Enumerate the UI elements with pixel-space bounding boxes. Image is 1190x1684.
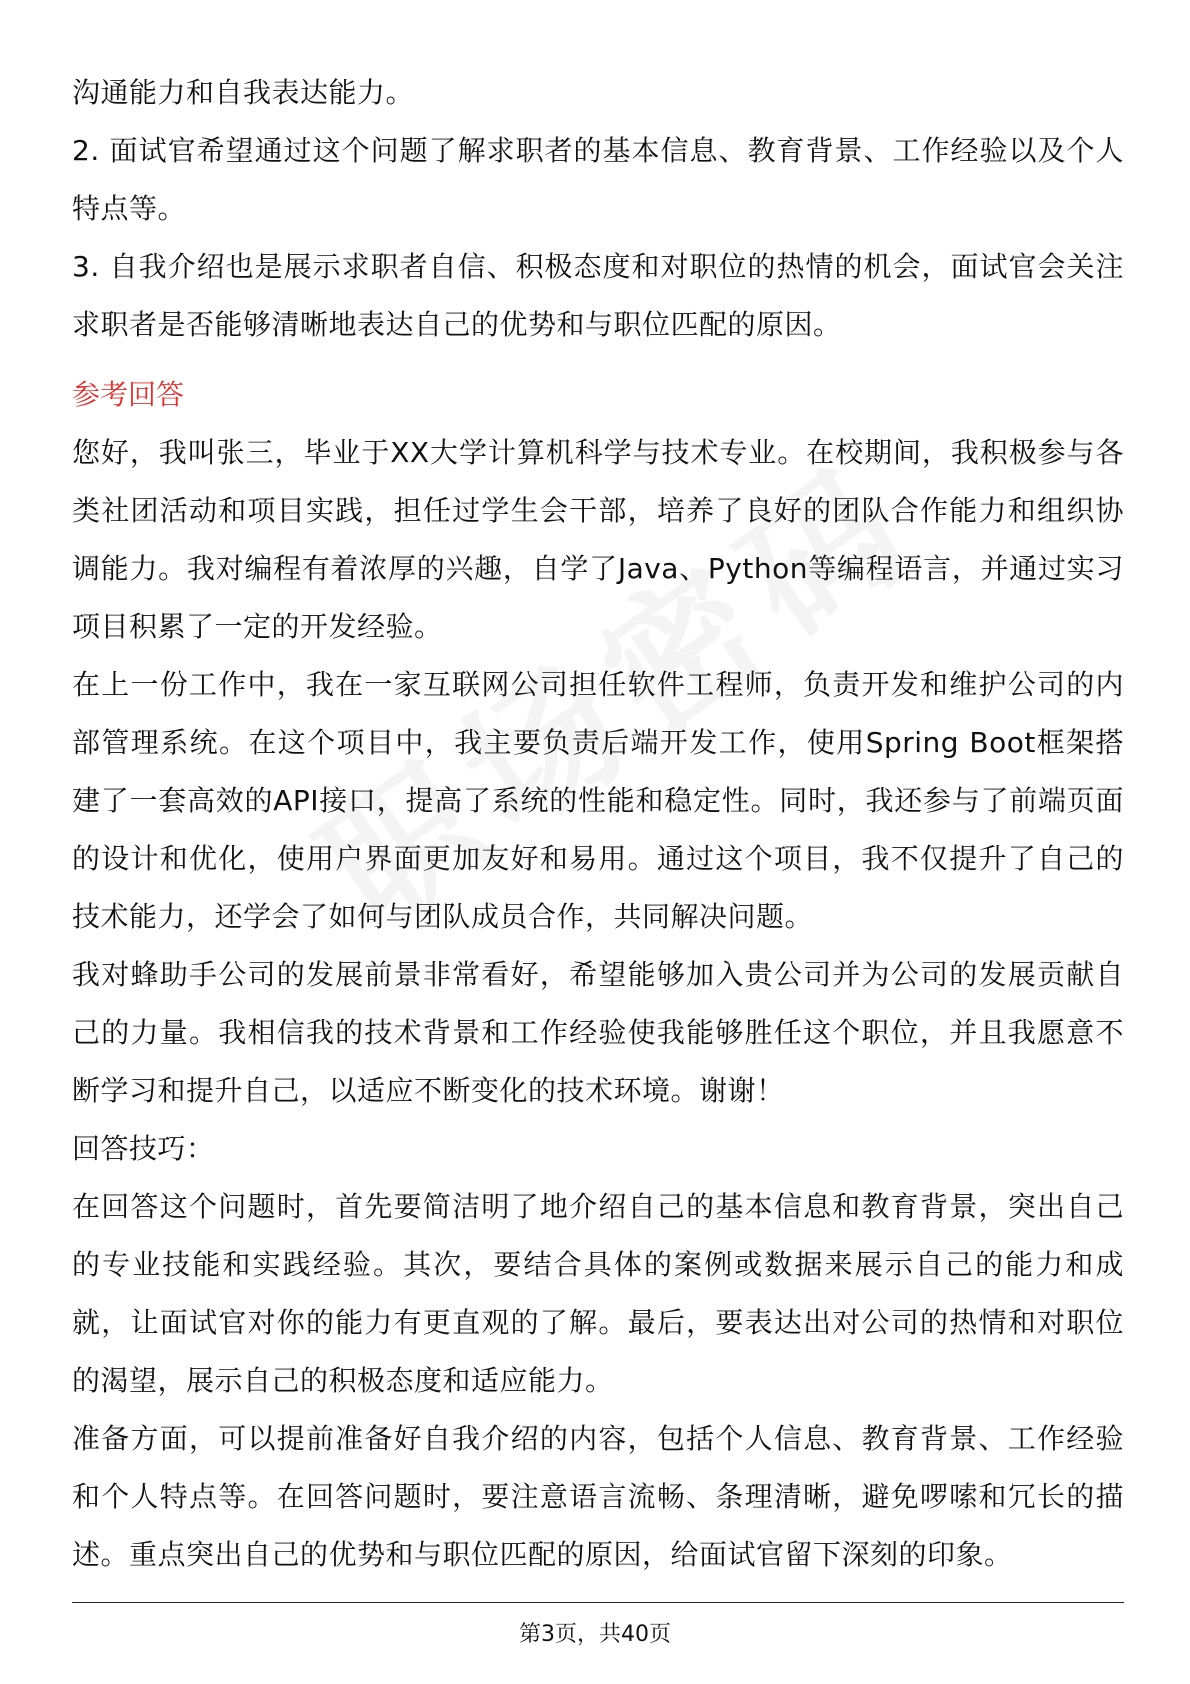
intro-continuation: 沟通能力和自我表达能力。 (72, 76, 415, 109)
point-2: 2. 面试官希望通过这个问题了解求职者的基本信息、教育背景、工作经验以及个人特点等。 (72, 134, 1124, 225)
tips-paragraph: 在回答这个问题时，首先要简洁明了地介绍自己的基本信息和教育背景，突出自己的专业技能和实践经验。其次，要结合具体的案例或数据来展示自己的能力和成就，让面试官对你的能力有更直观的了解。最后，要表达出对公司的热情和对职位的渴望，展示自己的积极态度和适应能力。 (72, 1190, 1124, 1397)
answer-paragraph: 我对蜂助手公司的发展前景非常看好，希望能够加入贵公司并为公司的发展贡献自己的力量。我相信我的技术背景和工作经验使我能够胜任这个职位，并且我愿意不断学习和提升自己，以适应不断变化的技术环境。谢谢！ (72, 958, 1124, 1107)
reference-answer-heading: 参考回答 (72, 378, 185, 411)
footer-divider (72, 1602, 1124, 1603)
tips-heading: 回答技巧： (72, 1132, 215, 1165)
answer-paragraph: 您好，我叫张三，毕业于XX大学计算机科学与技术专业。在校期间，我积极参与各类社团活动和项目实践，担任过学生会干部，培养了良好的团队合作能力和组织协调能力。我对编程有着浓厚的兴趣，自学了Java、Python等编程语言，并通过实习项目积累了一定的开发经验。 (72, 436, 1124, 643)
point-3: 3. 自我介绍也是展示求职者自信、积极态度和对职位的热情的机会，面试官会关注求职者是否能够清晰地表达自己的优势和与职位匹配的原因。 (72, 250, 1124, 341)
answer-paragraph: 在上一份工作中，我在一家互联网公司担任软件工程师，负责开发和维护公司的内部管理系统。在这个项目中，我主要负责后端开发工作，使用Spring Boot框架搭建了一套高效的API接口，提高了系统的性能和稳定性。同时，我还参与了前端页面的设计和优化，使用户界面更加友好和易用。通过这个项目，我不仅提升了自己的技术能力，还学会了如何与团队成员合作，共同解决问题。 (72, 668, 1124, 933)
page-number: 第3页，共40页 (519, 1622, 671, 1647)
tips-paragraph: 准备方面，可以提前准备好自我介绍的内容，包括个人信息、教育背景、工作经验和个人特点等。在回答问题时，要注意语言流畅、条理清晰，避免啰嗦和冗长的描述。重点突出自己的优势和与职位匹配的原因，给面试官留下深刻的印象。 (72, 1422, 1124, 1571)
document-body (72, 64, 1124, 1584)
